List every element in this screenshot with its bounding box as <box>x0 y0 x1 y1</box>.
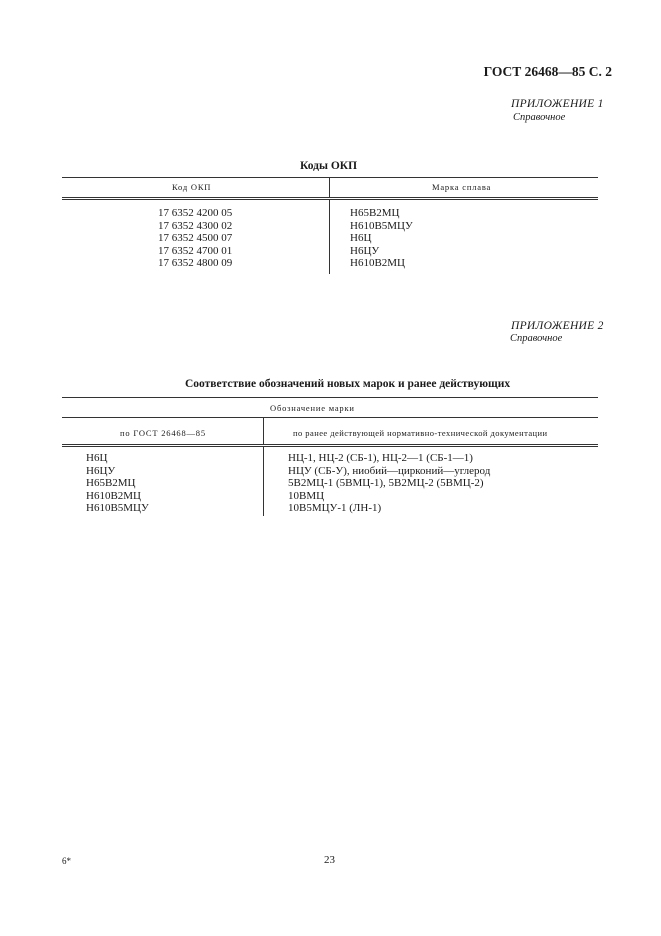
document-code: ГОСТ 26468—85 С. 2 <box>483 64 612 79</box>
table-cell: НЦУ (СБ-У), ниобий—цирконий—углерод <box>288 464 491 477</box>
table-header-rule <box>62 444 598 445</box>
table-header-rule-double <box>62 446 598 447</box>
old-grade-list <box>288 452 490 515</box>
appendix-2-title: ПРИЛОЖЕНИЕ 2 <box>511 320 604 332</box>
correspondence-table-title: Соответствие обозначений новых марок и ранее действующих <box>185 378 511 390</box>
okp-table-title: Коды ОКП <box>300 160 358 172</box>
table-cell: Н6Ц <box>86 452 108 464</box>
table-cell: Н65В2МЦ <box>86 477 136 490</box>
table-cell: Н65В2МЦ <box>350 207 400 219</box>
appendix-2-subtitle: Справочное <box>510 333 563 344</box>
table-top-rule <box>62 397 598 398</box>
table-cell: 10ВМЦ <box>288 489 325 502</box>
column-divider <box>329 177 330 198</box>
column-divider <box>263 417 264 445</box>
column-header-previous-docs: по ранее действующей нормативно-технической документации <box>293 428 548 438</box>
table-cell: НЦ-1, НЦ-2 (СБ-1), НЦ-2—1 (СБ-1—1) <box>288 452 473 464</box>
table-cell: 17 6352 4800 09 <box>158 257 233 270</box>
table-cell: 10В5МЦУ-1 (ЛН-1) <box>288 502 382 515</box>
table-cell: 17 6352 4500 07 <box>158 232 233 245</box>
table-cell: Н6ЦУ <box>350 244 380 257</box>
appendix-1-title: ПРИЛОЖЕНИЕ 1 <box>511 98 604 110</box>
table-cell: Н610В5МЦУ <box>86 502 149 515</box>
signature-mark: 6* <box>62 856 71 866</box>
table-cell: Н610В2МЦ <box>350 257 406 270</box>
appendix-1-subtitle: Справочное <box>513 112 566 123</box>
table-cell: 5В2МЦ-1 (5ВМЦ-1), 5В2МЦ-2 (5ВМЦ-2) <box>288 477 484 490</box>
table-cell: Н6Ц <box>350 232 372 245</box>
column-header-gost: по ГОСТ 26468—85 <box>120 428 206 438</box>
alloy-grade-list <box>350 207 413 270</box>
group-header-grade-designation: Обозначение марки <box>270 403 355 413</box>
table-top-rule <box>62 177 598 178</box>
column-divider <box>329 199 330 274</box>
table-cell: 17 6352 4700 01 <box>158 244 233 257</box>
table-header-rule-double <box>62 199 598 200</box>
new-grade-list <box>86 452 149 515</box>
table-cell: Н6ЦУ <box>86 464 116 477</box>
page-number: 23 <box>324 854 335 866</box>
table-cell: Н610В2МЦ <box>86 489 142 502</box>
table-header-rule <box>62 197 598 198</box>
group-header-rule <box>62 417 598 418</box>
table-cell: Н610В5МЦУ <box>350 219 413 232</box>
okp-code-list <box>158 207 232 270</box>
table-cell: 17 6352 4300 02 <box>158 219 233 232</box>
column-divider <box>263 446 264 516</box>
table-cell: 17 6352 4200 05 <box>158 207 233 219</box>
column-header-alloy-grade: Марка сплава <box>432 182 492 192</box>
column-header-okp-code: Код ОКП <box>172 182 212 192</box>
